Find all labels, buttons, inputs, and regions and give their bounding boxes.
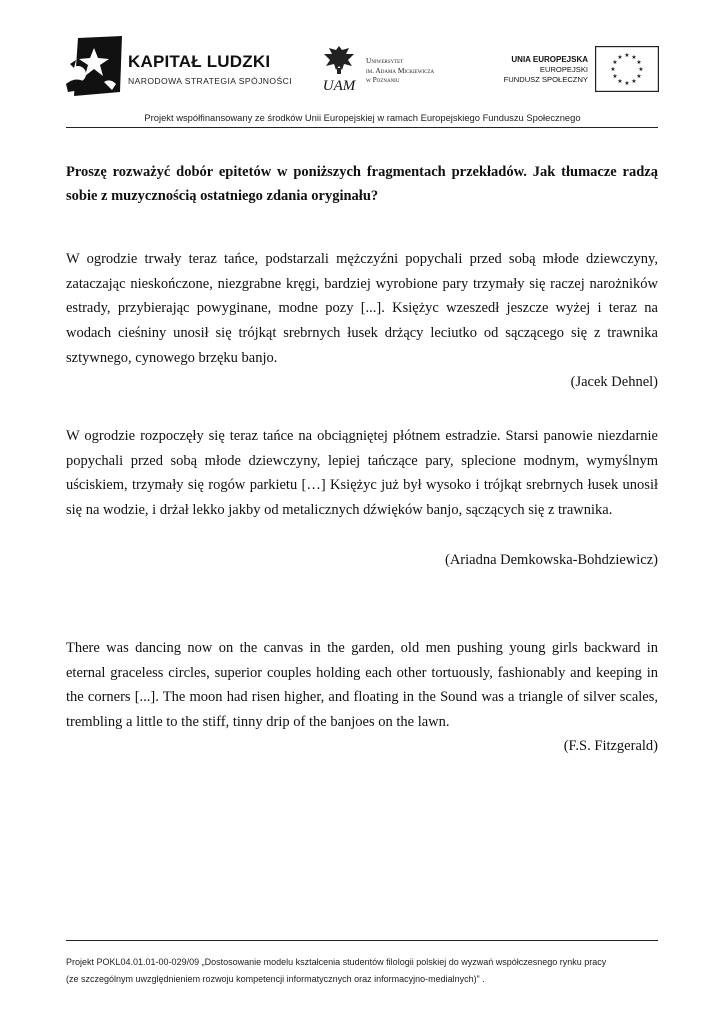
svg-text:★: ★ [631, 78, 637, 85]
eu-flag [595, 46, 659, 92]
uam-logo-text: UAM [322, 78, 356, 94]
eu-line-2: EUROPEJSKI [539, 65, 588, 74]
eu-name [478, 55, 588, 85]
footer-note [66, 954, 666, 988]
svg-text:★: ★ [638, 66, 644, 73]
passage-line: the corners [...]. The moon had risen higher, and floating in the Sound was a triangle of silver scales, [66, 689, 658, 706]
uam-logo [316, 44, 362, 94]
uam-line-3: w Poznaniu [366, 75, 400, 84]
passage-line: popychali przed sobą młode dziewczyny, lepiej tańczące pary, splecione modnym, wymyślnym [66, 452, 658, 469]
uam-line-1: Uniwersytet [366, 56, 404, 65]
passage-fitzgerald [66, 636, 658, 735]
eu-stars-flag-icon [595, 46, 659, 92]
kapital-ludzki-title: KAPITAŁ LUDZKI [128, 52, 271, 71]
passage-demkowska [66, 424, 658, 523]
svg-text:★: ★ [610, 66, 616, 73]
svg-text:★: ★ [612, 59, 618, 66]
eu-line-3: FUNDUSZ SPOŁECZNY [503, 75, 588, 84]
svg-text:★: ★ [636, 59, 642, 66]
eu-line-1: UNIA EUROPEJSKA [511, 55, 588, 64]
uam-line-2: im. Adama Mickiewicza [366, 65, 435, 75]
passage-line: trembling a little to the stiff, tinny drip of the banjoes on the lawn. [66, 714, 450, 731]
header-divider [66, 127, 658, 128]
question-prompt: Proszę rozważyć dobór epitetów w poniższych fragmentach przekładów. Jak tłumacze radzą sobie z muzycznością ostatniego zdania oryginału? [66, 164, 658, 204]
footer-line-1: Projekt POKL04.01.01-00-029/09 „Dostosowanie modelu kształcenia studentów filologii polskiej do wyzwań współczesnego rynku pracy [66, 957, 607, 967]
passage-line: estrady, przybierając powyginane, modne pozy [...]. Księżyc wzeszedł jeszcze wyżej i teraz na [66, 300, 658, 317]
uam-eagle-icon [316, 44, 362, 94]
footer-divider [66, 940, 658, 941]
translator-dehnel: (Jacek Dehnel) [570, 374, 658, 390]
footer-line-2: (ze szczególnym uwzględnieniem rozwoju kompetencji informatycznych oraz informacyjno-medialnych)” . [66, 974, 485, 984]
passage-line: eternal graceless circles, superior couples holding each other tortuously, fashionably and keeping in [66, 664, 658, 681]
svg-text:★: ★ [617, 78, 623, 85]
passage-line: wodach cieśniny unosił się trójkąt srebrnych łusek drżący leciutko od sączącego się z trawnika [66, 325, 658, 342]
kapital-ludzki-logo [64, 34, 124, 100]
svg-text:★: ★ [612, 73, 618, 80]
kapital-ludzki-subtitle: NARODOWA STRATEGIA SPÓJNOŚCI [128, 76, 292, 86]
author-fitzgerald: (F.S. Fitzgerald) [563, 738, 658, 754]
passage-line: W ogrodzie trwały teraz tańce, podstarzali mężczyźni popychali przed sobą młode dziewczyny, [66, 251, 658, 267]
svg-text:★: ★ [624, 52, 630, 59]
uam-name [366, 56, 434, 85]
kapital-ludzki-emblem-icon [64, 34, 124, 100]
svg-text:★: ★ [624, 80, 630, 87]
svg-text:★: ★ [636, 73, 642, 80]
cofinancing-note: Projekt współfinansowany ze środków Unii Europejskiej w ramach Europejskiego Funduszu Społecznego [144, 112, 581, 123]
passage-line: sztywnego, cynowego brzęku banjo. [66, 349, 278, 366]
passage-line: W ogrodzie rozpoczęły się teraz tańce na obciągniętej płótnem estradzie. Starsi panowie niezdarnie [66, 428, 658, 444]
passage-line: zataczając nieskończone, niezgrabne kręgi, bardziej wyrobione pary trzymały się raczej narożników [66, 275, 658, 292]
passage-dehnel [66, 247, 658, 371]
passage-line: uściskiem, trzymały się rogów parkietu […] Księżyc już był wysoko i trójkąt srebrnych łusek unosił [66, 477, 658, 494]
passage-line: się na wodzie, i drżał lekko jakby od metalicznych dźwięków banjo, sączących się z trawnika. [66, 502, 613, 519]
passage-line: There was dancing now on the canvas in the garden, old men pushing young girls backward in [66, 640, 658, 656]
svg-text:★: ★ [617, 54, 623, 61]
translator-demkowska: (Ariadna Demkowska-Bohdziewicz) [445, 552, 658, 568]
svg-text:★: ★ [631, 54, 637, 61]
